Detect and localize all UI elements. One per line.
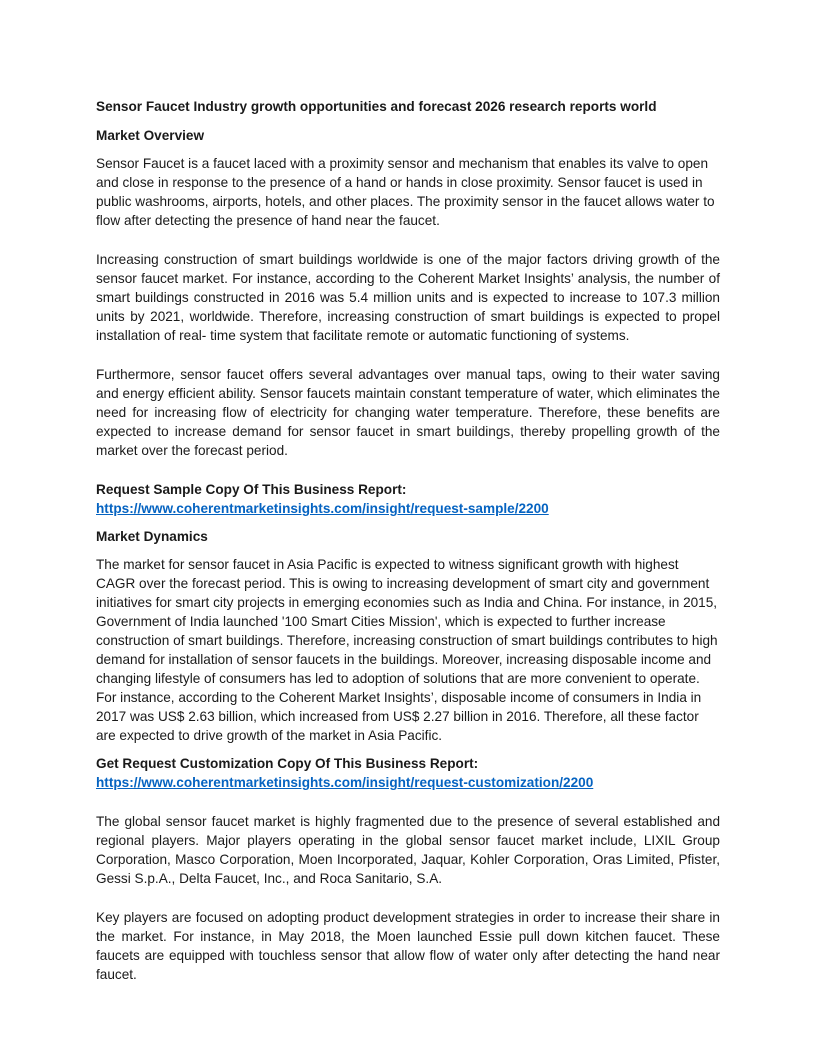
customization-request-link[interactable]: https://www.coherentmarketinsights.com/insight/request-customization/2200 bbox=[96, 775, 594, 790]
document-body bbox=[96, 97, 720, 984]
dynamics-paragraph: The market for sensor faucet in Asia Pacific is expected to witness significant growth with highest CAGR over the forecast period. This is owing to increasing development of smart city and government initiatives for smart city projects in emerging economies such as India and China. For instance, in 2015, Government of India launched '100 Smart Cities Mission', which is expected to further increase construction of smart buildings. Therefore, increasing construction of smart buildings contributes to high demand for installation of sensor faucets in the buildings. Moreover, increasing disposable income and changing lifestyle of consumers has led to adoption of solutions that are more convenient to operate. For instance, according to the Coherent Market Insights’, disposable income of consumers in India in 2017 was US$ 2.63 billion, which increased from US$ 2.27 billion in 2016. Therefore, all these factor are expected to drive growth of the market in Asia Pacific. bbox=[96, 557, 718, 743]
overview-paragraph-2: Increasing construction of smart buildings worldwide is one of the major factors driving growth of the sensor faucet market. For instance, according to the Coherent Market Insights’ analysis, the number of smart buildings constructed in 2016 was 5.4 million units and is expected to increase to 107.3 million units by 2021, worldwide. Therefore, increasing construction of smart buildings is expected to propel installation of real- time system that facilitate remote or automatic functioning of systems. bbox=[96, 252, 720, 343]
competition-paragraph-1: The global sensor faucet market is highly fragmented due to the presence of several established and regional players. Major players operating in the global sensor faucet market include, LIXIL Group Corporation, Masco Corporation, Moen Incorporated, Jaquar, Kohler Corporation, Oras Limited, Pfister, Gessi S.p.A., Delta Faucet, Inc., and Roca Sanitario, S.A. bbox=[96, 814, 720, 886]
market-overview-heading: Market Overview bbox=[96, 128, 205, 143]
document-title: Sensor Faucet Industry growth opportunities and forecast 2026 research reports world bbox=[96, 99, 657, 114]
overview-paragraph-1: Sensor Faucet is a faucet laced with a proximity sensor and mechanism that enables its valve to open and close in response to the presence of a hand or hands in close proximity. Sensor faucet is used in public washrooms, airports, hotels, and other places. The proximity sensor in the faucet allows water to flow after detecting the presence of hand near the faucet. bbox=[96, 156, 715, 228]
customization-cta-label: Get Request Customization Copy Of This Business Report: bbox=[96, 756, 479, 771]
competition-paragraph-2: Key players are focused on adopting product development strategies in order to increase their share in the market. For instance, in May 2018, the Moen launched Essie pull down kitchen faucet. These faucets are equipped with touchless sensor that allow flow of water only after detecting the hand near faucet. bbox=[96, 910, 720, 982]
sample-request-link[interactable]: https://www.coherentmarketinsights.com/insight/request-sample/2200 bbox=[96, 501, 549, 516]
sample-cta-label: Request Sample Copy Of This Business Report: bbox=[96, 482, 407, 497]
market-dynamics-heading: Market Dynamics bbox=[96, 529, 208, 544]
overview-paragraph-3: Furthermore, sensor faucet offers several advantages over manual taps, owing to their water saving and energy efficient ability. Sensor faucets maintain constant temperature of water, which eliminates the need for increasing flow of electricity for changing water temperature. Therefore, these benefits are expected to increase demand for sensor faucet in smart buildings, thereby propelling growth of the market over the forecast period. bbox=[96, 367, 720, 458]
